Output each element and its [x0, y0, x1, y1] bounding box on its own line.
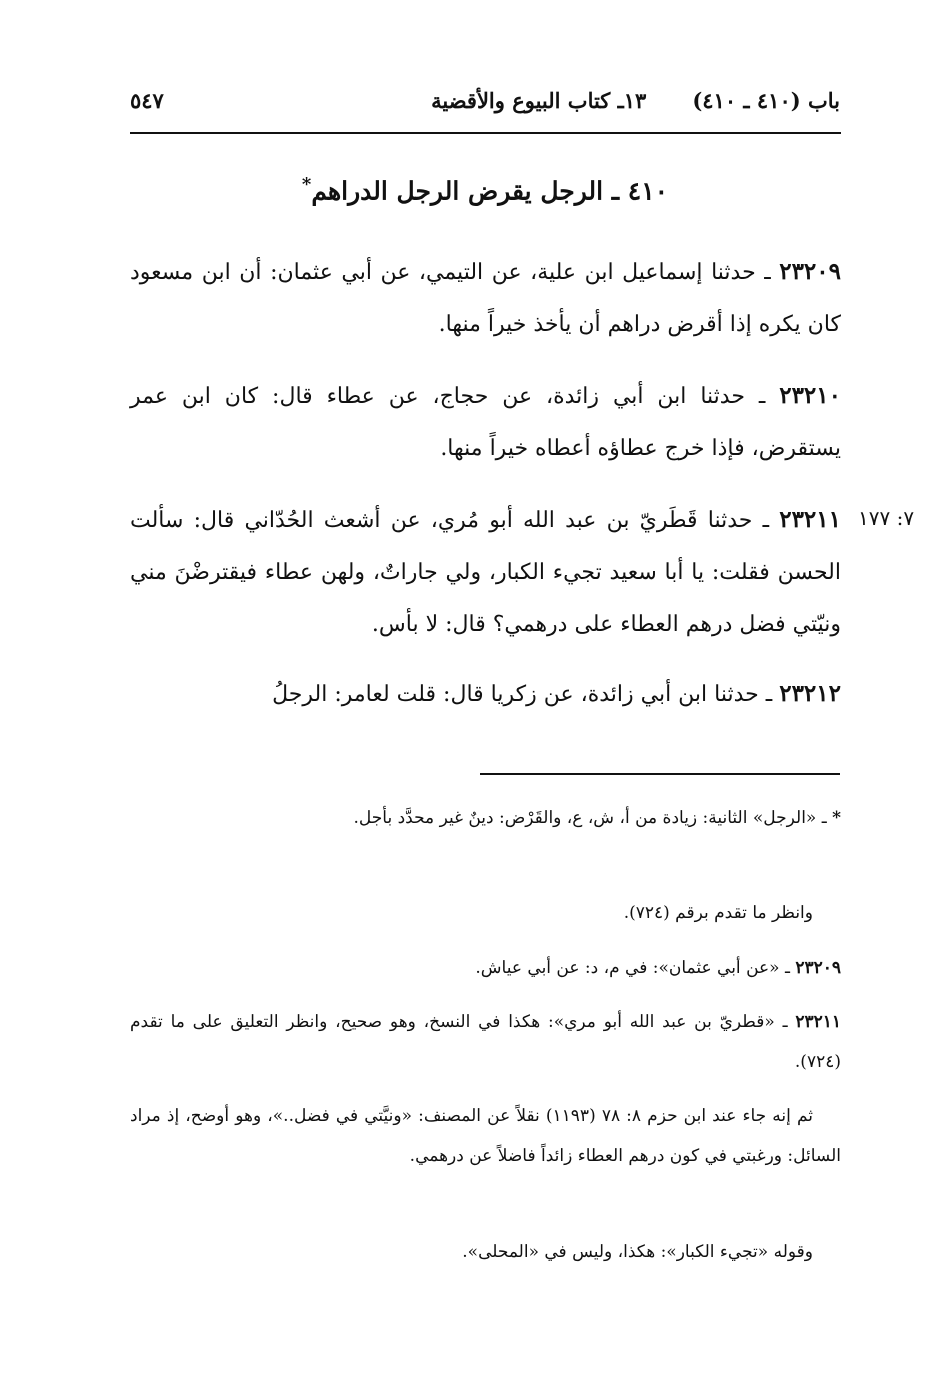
header-divider	[130, 132, 841, 134]
margin-reference: ٧: ١٧٧	[858, 506, 915, 530]
header-right-group	[431, 88, 840, 113]
chapter-title-text: ٤١٠ ـ الرجل يقرض الرجل الدراهم	[311, 176, 669, 206]
footnote	[130, 1002, 841, 1082]
footnote-text: وانظر ما تقدم برقم (٧٢٤).	[623, 903, 813, 923]
hadith-text: ـ حدثنا قَطَريّ بن عبد الله أبو مُري، عن أشعث الحُدّاني قال: سألت الحسن فقلت: يا أبا سعيد تجيء الكبار، ولي جاراتٌ، ولهن عطاء فيقترضْنَ مني ونيّتي فضل درهم العطاء على درهمي؟ قال: لا بأس.	[130, 508, 841, 637]
footnote	[130, 948, 841, 988]
footnote	[130, 798, 841, 838]
footnote	[130, 1232, 841, 1272]
hadith-number: ٢٣٢١١	[779, 506, 841, 533]
hadith-number: ٢٣٢١٢	[779, 680, 841, 707]
hadith-text: ـ حدثنا ابن أبي زائدة، عن حجاج، عن عطاء قال: كان ابن عمر يستقرض، فإذا خرج عطاؤه أعطاه خيراً منها.	[130, 384, 841, 461]
footnote-number: ٢٣٢٠٩	[795, 958, 841, 978]
footnote-text: وقوله «تجيء الكبار»: هكذا، وليس في «المحلى».	[462, 1242, 813, 1262]
hadith-number: ٢٣٢١٠	[779, 382, 841, 409]
chapter-title-star: *	[301, 174, 312, 195]
footnote-text: ـ «الرجل» الثانية: زيادة من أ، ش، ع، والقَرْض: دينٌ غير محدَّد بأجل.	[353, 808, 833, 828]
footnote-number: ٢٣٢١١	[795, 1012, 842, 1032]
header-kitab: ١٣ـ كتاب البيوع والأقضية	[431, 88, 647, 113]
page-number: ٥٤٧	[130, 88, 164, 113]
running-header	[130, 88, 840, 128]
hadith-number: ٢٣٢٠٩	[779, 258, 841, 285]
hadith-text: ـ حدثنا ابن أبي زائدة، عن زكريا قال: قلت لعامر: الرجلُ	[272, 682, 780, 707]
footnote	[130, 1096, 841, 1176]
footnote	[130, 893, 841, 933]
footnote-marker: *	[832, 808, 841, 828]
hadith-paragraph	[130, 494, 841, 651]
footnote-text: ـ «قطريّ بن عبد الله أبو مري»: هكذا في النسخ، وهو صحيح، وانظر التعليق على ما تقدم (٧٢٤).	[130, 1012, 841, 1072]
chapter-title	[130, 174, 840, 205]
footnote-text: ثم إنه جاء عند ابن حزم ٨: ٧٨ (١١٩٣) نقلاً عن المصنف: «ونيَّتي في فضل..»، وهو أوضح، إذ مراد السائل: ورغبتي في كون درهم العطاء زائداً فاضلاً عن درهمي.	[130, 1106, 841, 1166]
hadith-paragraph	[130, 668, 841, 721]
hadith-paragraph	[130, 370, 841, 475]
footnote-text: ـ «عن أبي عثمان»: في م، د: عن أبي عياش.	[475, 958, 796, 978]
hadith-paragraph	[130, 246, 841, 351]
header-bab: باب (٤١٠ ـ ٤١٠)	[692, 88, 840, 113]
footnote-divider	[480, 773, 840, 775]
hadith-text: ـ حدثنا إسماعيل ابن علية، عن التيمي، عن أبي عثمان: أن ابن مسعود كان يكره إذا أقرض دراهم أن يأخذ خيراً منها.	[130, 260, 841, 337]
